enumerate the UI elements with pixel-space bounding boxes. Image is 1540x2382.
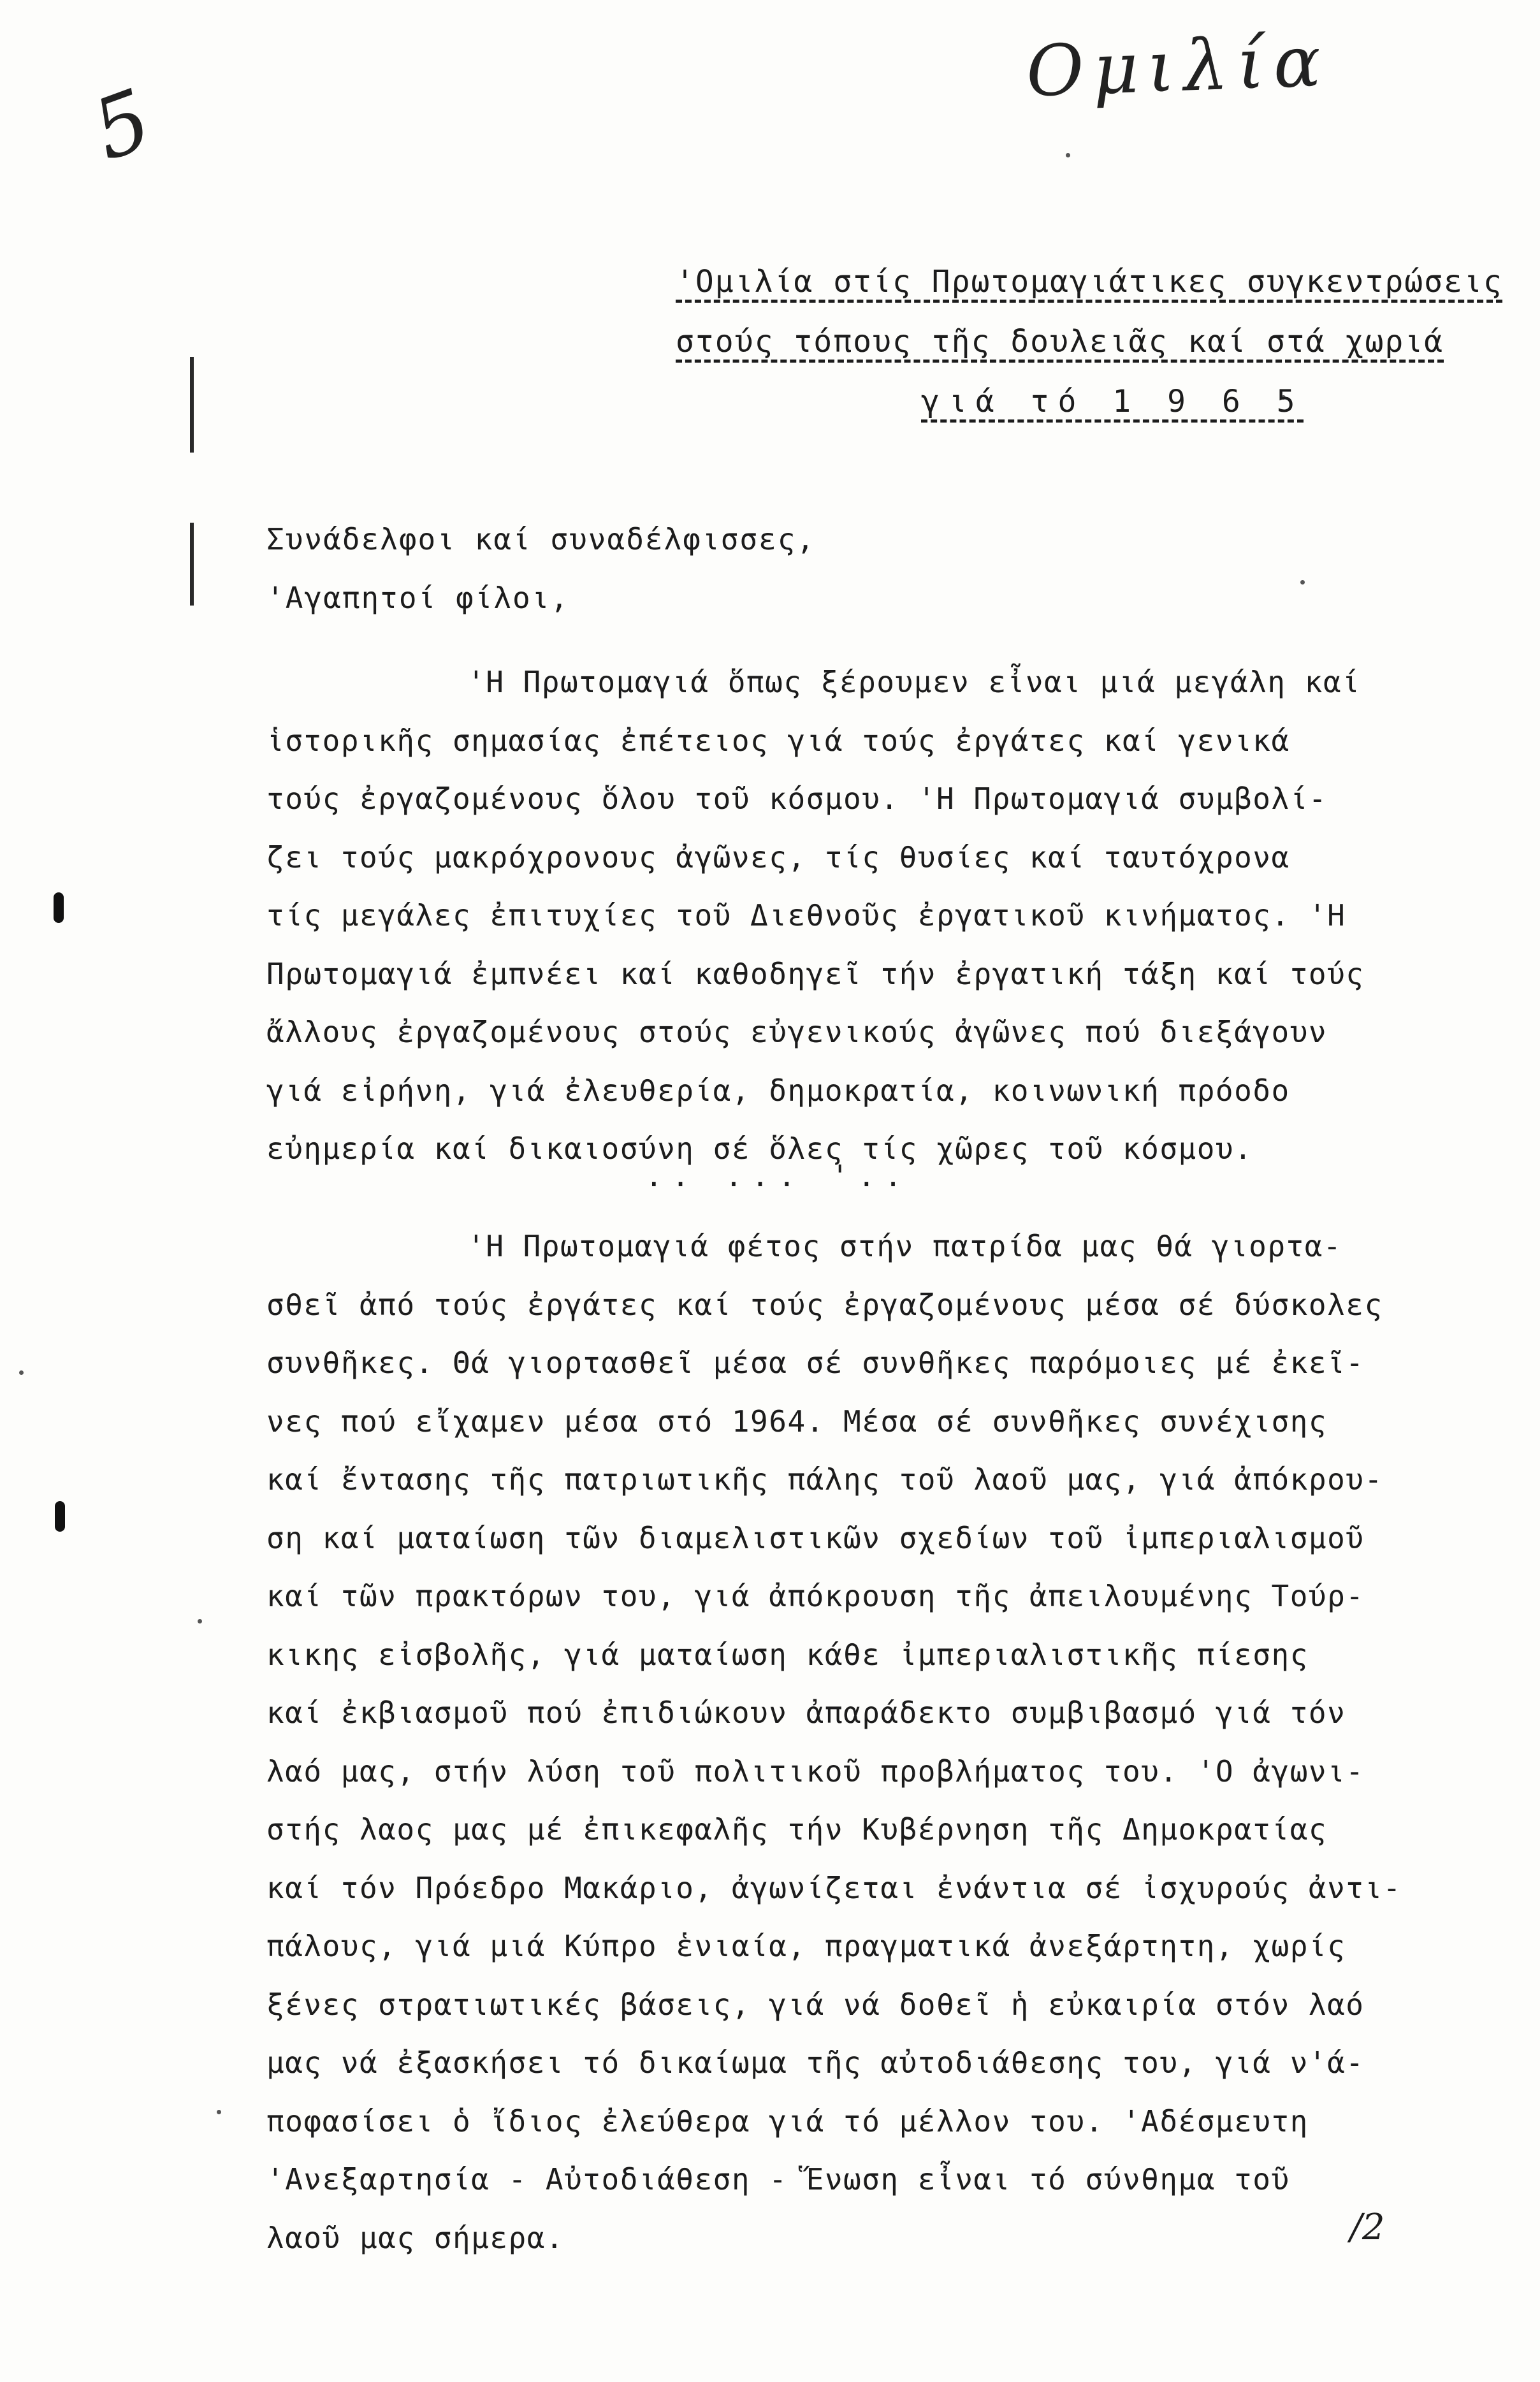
text-line: ξένες στρατιωτικές βάσεις, γιά νά δοθεῖ ἡ εὐκαιρία στόν λαό [266,1987,1365,2022]
text-line: εὐημερία καί δικαιοσύνη σέ ὅλες τίς χῶρες τοῦ κόσμου. [266,1131,1253,1166]
scan-speck [217,2110,221,2114]
text-line: σθεῖ ἀπό τούς ἐργάτες καί τούς ἐργαζομένους μέσα σέ δύσκολες [266,1287,1383,1322]
text-line: καί ἐκβιασμοῦ πού ἐπιδιώκουν ἀπαράδεκτο συμβιβασμό γιά τόν [266,1696,1346,1730]
margin-punch-mark [54,892,64,923]
text-line: ζει τούς μακρόχρονους ἀγῶνες, τίς θυσίες καί ταυτόχρονα [266,839,1290,875]
text-line: ἄλλους ἐργαζομένους στούς εὐγενικούς ἀγῶνες πού διεξάγουν [266,1015,1328,1049]
text-line: λαοῦ μας σήμερα. [266,2220,565,2255]
text-line: πάλους, γιά μιά Κύπρο ἑνιαία, πραγματικά ἀνεξάρτητη, χωρίς [266,1929,1346,1963]
handwritten-annotation: Ομιλία [1024,20,1332,113]
section-separator: .. ... '.. [645,1159,911,1193]
text-line: 'Ανεξαρτησία - Αὐτοδιάθεση - Ἕνωση εἶναι τό σύνθημα τοῦ [266,2162,1290,2197]
page-number: /2 [1350,2207,1385,2248]
text-line: γιά εἰρήνη, γιά ἐλευθερία, δημοκρατία, κοινωνική πρόοδο [266,1073,1290,1108]
scan-speck [19,1370,24,1375]
text-line: ση καί ματαίωση τῶν διαμελιστικῶν σχεδίων τοῦ ἰμπεριαλισμοῦ [266,1520,1365,1555]
left-margin-line [190,357,194,453]
text-line: καί ἔντασης τῆς πατριωτικῆς πάλης τοῦ λαοῦ μας, γιά ἀπόκρου- [266,1462,1383,1497]
text-line: ἱστορικῆς σημασίας ἐπέτειος γιά τούς ἐργάτες καί γενικά [266,723,1290,758]
scan-speck [1066,153,1070,157]
text-line: λαό μας, στήν λύση τοῦ πολιτικοῦ προβλήματος του. 'Ο ἀγωνι- [266,1754,1365,1789]
title-line: στούς τόπους τῆς δουλειᾶς καί στά χωριά [676,324,1444,359]
text-line: 'Η Πρωτομαγιά φέτος στήν πατρίδα μας θά γιορτα- [467,1229,1342,1263]
salutation-line: 'Αγαπητοί φίλοι, [266,581,570,615]
text-line: κικης εἰσβολῆς, γιά ματαίωση κάθε ἰμπεριαλιστικῆς πίεσης [266,1637,1309,1672]
left-margin-line [190,523,194,606]
text-line: ποφασίσει ὁ ἴδιος ἐλεύθερα γιά τό μέλλον του. 'Αδέσμευτη [266,2103,1309,2139]
scan-speck [1300,580,1305,585]
title-year: γιά τό 1 9 6 5 [921,384,1304,419]
title-line: 'Ομιλία στίς Πρωτομαγιάτικες συγκεντρώσεις [676,264,1503,300]
text-line: καί τόν Πρόεδρο Μακάριο, ἀγωνίζεται ἐνάντια σέ ἰσχυρούς ἀντι- [266,1870,1402,1905]
margin-punch-mark [55,1501,65,1532]
document-title [676,252,1503,432]
text-line: μας νά ἐξασκήσει τό δικαίωμα τῆς αὐτοδιάθεσης του, γιά ν'ά- [266,2045,1365,2080]
text-line: 'Η Πρωτομαγιά ὅπως ξέρουμεν εἶναι μιά μεγάλη καί [467,665,1361,699]
paragraph-1 [266,653,1452,1179]
salutation [266,510,815,627]
scan-speck [198,1619,202,1623]
text-line: τίς μεγάλες ἐπιτυχίες τοῦ Διεθνοῦς ἐργατικοῦ κινήματος. 'Η [266,898,1346,933]
corner-handwritten-mark: 5 [80,70,164,180]
text-line: στής λαος μας μέ ἐπικεφαλῆς τήν Κυβέρνηση τῆς Δημοκρατίας [266,1812,1328,1847]
text-line: συνθῆκες. Θά γιορτασθεῖ μέσα σέ συνθῆκες παρόμοιες μέ ἐκεῖ- [266,1346,1365,1380]
paragraph-2 [266,1217,1452,2267]
text-line: νες πού εἴχαμεν μέσα στό 1964. Μέσα σέ συνθῆκες συνέχισης [266,1404,1328,1439]
text-line: Πρωτομαγιά ἐμπνέει καί καθοδηγεῖ τήν ἐργατική τάξη καί τούς [266,956,1365,991]
text-line: καί τῶν πρακτόρων του, γιά ἀπόκρουση τῆς ἀπειλουμένης Τούρ- [266,1579,1365,1613]
salutation-line: Συνάδελφοι καί συναδέλφισσες, [266,522,816,556]
text-line: τούς ἐργαζομένους ὅλου τοῦ κόσμου. 'Η Πρωτομαγιά συμβολί- [266,781,1328,816]
